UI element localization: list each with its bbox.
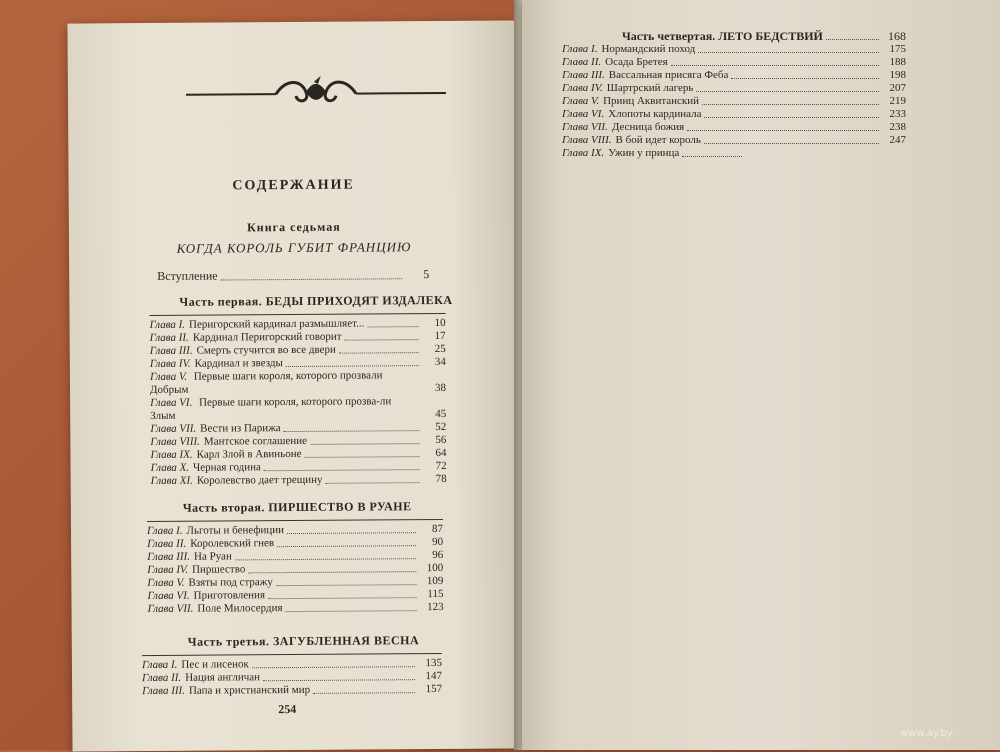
chapter-label: Глава II.	[562, 56, 602, 68]
chapter-label: Глава V.	[562, 95, 600, 107]
chapter-label: Глава IV.	[147, 563, 189, 577]
leader-dots	[286, 610, 417, 612]
chapter-title: Вассальная присяга Феба	[608, 69, 729, 81]
chapter-title: Королевский гнев	[190, 537, 275, 550]
chapter-label: Глава III.	[142, 684, 185, 698]
chapter-title: Мантское соглашение	[203, 434, 308, 448]
chapter-page: 188	[889, 56, 906, 68]
chapter-title: Пес и лисенок	[181, 658, 249, 671]
chapter-page: 64	[435, 446, 447, 460]
toc-entry	[562, 43, 906, 56]
chapter-title: Карл Злой в Авиньоне	[196, 447, 302, 461]
chapter-label: Глава IX.	[562, 147, 605, 159]
toc-entry	[562, 134, 906, 147]
chapter-page: 87	[431, 522, 444, 536]
chapter-label: Глава VIII.	[562, 134, 612, 146]
chapter-label: Глава IV.	[149, 357, 191, 371]
toc-entry	[562, 147, 906, 160]
part-2-toc	[147, 523, 444, 616]
leader-dots	[304, 456, 419, 458]
chapter-title: Приготовления	[193, 589, 266, 602]
part-1-toc	[150, 317, 447, 488]
chapter-title: Нация англичан	[185, 671, 261, 684]
chapter-page: 34	[434, 355, 446, 369]
leader-dots	[276, 584, 416, 586]
chapter-page: 38	[434, 381, 447, 395]
contents-heading: СОДЕРЖАНИЕ	[232, 177, 355, 194]
part-1-title: Часть первая. БЕДЫ ПРИХОДЯТ ИЗДАЛЕКА	[179, 292, 453, 309]
chapter-label: Глава VI.	[147, 589, 190, 603]
intro-entry	[157, 267, 429, 284]
toc-entry	[562, 95, 906, 108]
leader-dots	[682, 156, 742, 157]
chapter-title: Ужин у принца	[608, 147, 680, 159]
leader-dots	[731, 78, 879, 79]
chapter-title: Королевство дает трещину	[196, 473, 323, 487]
chapter-page: 157	[425, 682, 443, 696]
chapter-page: 123	[427, 600, 444, 614]
leader-dots	[696, 91, 879, 92]
chapter-title: Кардинал Перигорский говорит	[192, 330, 342, 344]
leader-dots	[345, 339, 419, 341]
chapter-title: Льготы и бенефиции	[186, 524, 285, 537]
chapter-page: 135	[425, 656, 442, 670]
leader-dots	[313, 692, 415, 694]
chapter-label: Глава I.	[562, 43, 598, 55]
chapter-page: 72	[435, 459, 447, 473]
leader-dots	[277, 545, 416, 547]
toc-entry	[562, 121, 906, 134]
part-3-rule	[142, 653, 442, 656]
toc-entry	[142, 683, 442, 698]
chapter-label: Глава III.	[147, 550, 191, 564]
chapter-page: 175	[889, 43, 906, 55]
chapter-label: Глава II.	[141, 671, 182, 685]
part-4-page: 168	[888, 29, 906, 43]
toc-entry	[151, 473, 447, 488]
part-4-title: Часть четвертая. ЛЕТО БЕДСТВИЙ	[622, 29, 823, 43]
leader-dots	[326, 482, 420, 484]
chapter-title: Перигорский кардинал размышляет...	[188, 317, 365, 331]
leader-dots	[704, 143, 879, 144]
chapter-label: Глава V.	[147, 576, 185, 590]
toc-entry	[150, 395, 446, 423]
chapter-label: Глава VII.	[562, 121, 608, 133]
chapter-label: Глава III.	[149, 344, 193, 358]
chapter-label: Глава IV.	[562, 82, 603, 94]
chapter-label: Глава VI.	[562, 108, 605, 120]
leader-dots	[235, 558, 416, 560]
leader-dots	[671, 65, 879, 66]
chapter-title: Кардинал и звезды	[194, 357, 283, 370]
chapter-label: Глава VII.	[147, 602, 194, 616]
chapter-page: 100	[426, 561, 444, 575]
leader-dots	[252, 666, 415, 668]
leader-dots	[287, 532, 416, 534]
chapter-page: 96	[432, 548, 444, 562]
toc-entry	[562, 56, 906, 69]
chapter-title: Хлопоты кардинала	[608, 108, 702, 120]
chapter-label: Глава III.	[562, 69, 605, 81]
chapter-label: Глава VIII.	[150, 435, 200, 449]
chapter-page: 238	[889, 121, 906, 133]
leader-dots	[826, 39, 879, 40]
chapter-label: Глава X.	[150, 461, 190, 475]
chapter-page: 45	[435, 407, 447, 421]
chapter-title: Десница божия	[611, 121, 685, 133]
chapter-label: Глава VI.	[150, 396, 193, 410]
decorative-ornament-icon	[186, 73, 446, 115]
chapter-page: 10	[434, 316, 446, 330]
chapter-page: 115	[427, 587, 444, 601]
chapter-page: 207	[889, 82, 906, 94]
leader-dots	[263, 679, 415, 681]
part-2-rule	[147, 519, 443, 522]
toc-entry	[148, 601, 444, 616]
leader-dots	[284, 430, 420, 432]
chapter-page: 233	[889, 108, 906, 120]
leader-dots	[704, 117, 879, 118]
chapter-title: Первые шаги короля, которого прозва-ли Злым	[150, 395, 392, 423]
chapter-title: Папа и христианский мир	[188, 683, 311, 697]
leader-dots	[286, 365, 419, 367]
chapter-title: Осада Бретея	[605, 56, 668, 68]
leader-dots	[698, 52, 879, 53]
chapter-label: Глава V.	[149, 370, 188, 384]
part-2-title: Часть вторая. ПИРШЕСТВО В РУАНЕ	[182, 499, 412, 515]
chapter-title: Шартрский лагерь	[606, 82, 694, 94]
chapter-title: На Руан	[193, 550, 232, 563]
chapter-page: 109	[426, 574, 444, 588]
chapter-title: Принц Аквитанский	[603, 95, 700, 107]
chapter-label: Глава IX.	[150, 448, 193, 462]
chapter-title: Поле Милосердия	[197, 602, 283, 615]
chapter-title: Нормандский поход	[601, 43, 696, 55]
intro-page: 5	[423, 267, 430, 282]
leader-dots	[339, 352, 419, 354]
part-3-title: Часть третья. ЗАГУБЛЕННАЯ ВЕСНА	[187, 633, 420, 649]
chapter-page: 90	[432, 535, 444, 549]
chapter-title: Черная година	[193, 461, 261, 474]
chapter-label: Глава I.	[141, 658, 178, 672]
part-4-toc	[562, 30, 906, 160]
chapter-label: Глава I.	[146, 524, 183, 538]
chapter-page: 78	[435, 472, 447, 486]
leader-dots	[310, 443, 419, 445]
leader-dots	[687, 130, 879, 131]
book-label: Книга седьмая	[247, 219, 341, 235]
chapter-label: Глава II.	[147, 537, 187, 551]
part-1-rule	[150, 313, 446, 316]
chapter-page: 219	[889, 95, 906, 107]
leader-dots	[702, 104, 879, 105]
chapter-page: 52	[435, 420, 447, 434]
page-number: 254	[278, 701, 297, 717]
chapter-title: В бой идет король	[615, 134, 701, 146]
toc-entry	[562, 69, 906, 82]
chapter-label: Глава II.	[149, 331, 189, 345]
chapter-title: Первые шаги короля, которого прозвали Добрым	[149, 369, 383, 397]
chapter-page: 56	[435, 433, 447, 447]
chapter-page: 147	[425, 669, 443, 683]
chapter-page: 25	[434, 342, 446, 356]
leader-dots	[221, 267, 403, 280]
intro-title: Вступление	[157, 268, 218, 283]
part-4-title-row	[622, 30, 906, 43]
part-3-toc	[142, 657, 442, 698]
chapter-label: Глава XI.	[150, 474, 193, 488]
chapter-label: Глава VII.	[150, 422, 197, 436]
leader-dots	[367, 326, 418, 327]
chapter-page: 198	[889, 69, 906, 81]
toc-entry	[150, 369, 446, 397]
watermark: www.ay.by	[900, 728, 953, 739]
chapter-title: Взяты под стражу	[188, 576, 273, 589]
chapter-title: Пиршество	[192, 563, 246, 576]
chapter-page: 247	[889, 134, 906, 146]
chapter-page: 17	[434, 329, 446, 343]
chapter-title: Вести из Парижа	[200, 422, 281, 435]
chapter-label: Глава I.	[149, 318, 186, 332]
leader-dots	[248, 571, 416, 573]
toc-entry	[562, 108, 906, 121]
leader-dots	[268, 597, 416, 599]
left-book-page	[67, 20, 522, 751]
leader-dots	[264, 469, 420, 471]
toc-entry	[562, 82, 906, 95]
right-book-page	[522, 0, 1000, 750]
chapter-title: Смерть стучится во все двери	[196, 343, 336, 357]
book-subtitle: КОГДА КОРОЛЬ ГУБИТ ФРАНЦИЮ	[176, 239, 412, 256]
